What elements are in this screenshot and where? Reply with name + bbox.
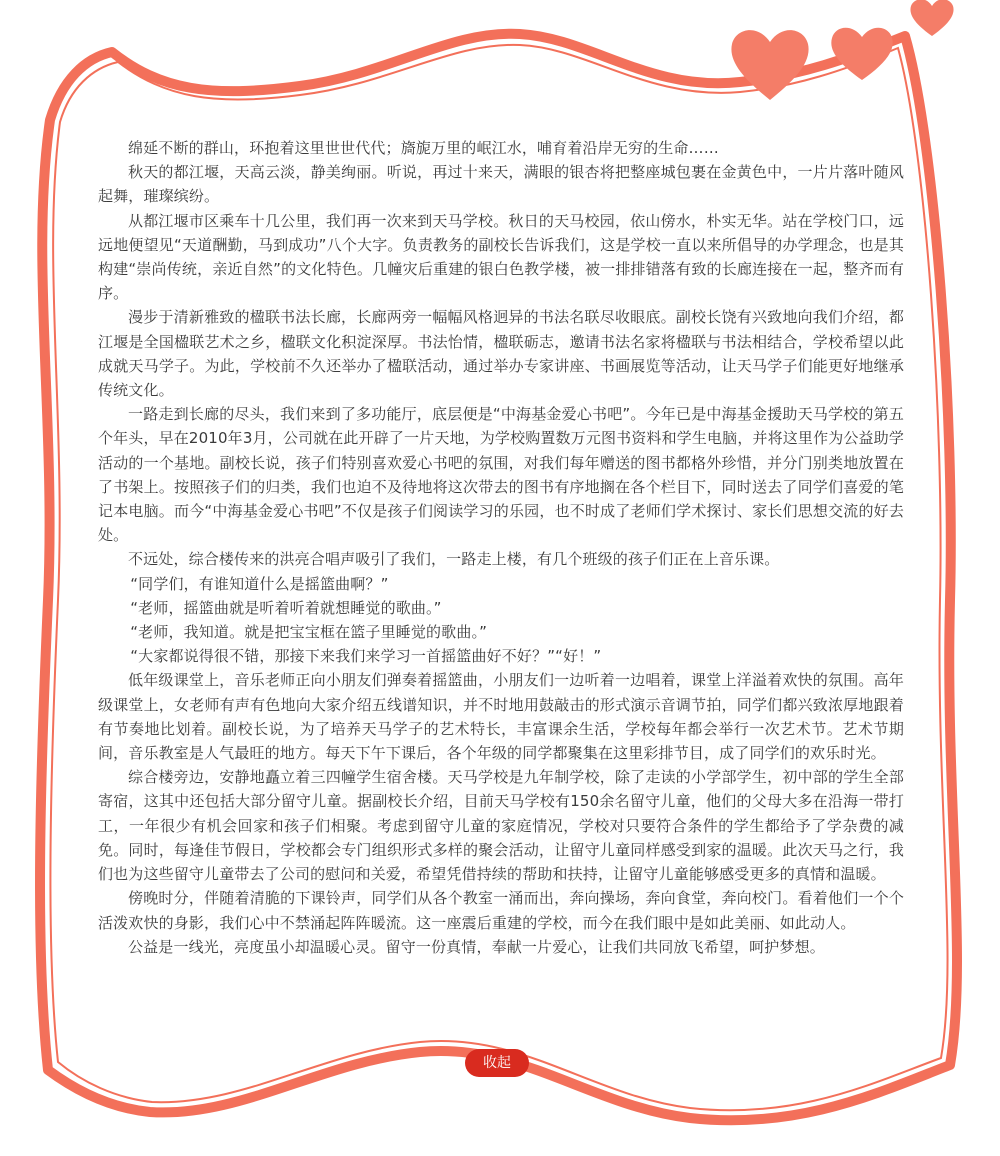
heart-icon [731,30,808,100]
paragraph: 综合楼旁边，安静地矗立着三四幢学生宿舍楼。天马学校是九年制学校，除了走读的小学部学生，初中部的学生全部寄宿，这其中还包括大部分留守儿童。据副校长介绍，目前天马学校有150余名留守儿童，他们的父母大多在沿海一带打工，一年很少有机会回家和孩子们相聚。考虑到留守儿童的家庭情况，学校对只要符合条件的学生都给予了学杂费的减免。同时，每逢佳节假日，学校都会专门组织形式多样的聚会活动，让留守儿童同样感受到家的温暖。此次天马之行，我们也为这些留守儿童带去了公司的慰问和关爱，希望凭借持续的帮助和扶持，让留守儿童能够感受更多的真情和温暖。 [98,768,904,884]
paragraph: 公益是一线光，亮度虽小却温暖心灵。留守一份真情，奉献一片爱心，让我们共同放飞希望，呵护梦想。 [128,937,825,956]
dialogue-line: “老师，摇篮曲就是听着听着就想睡觉的歌曲。” [130,598,442,617]
paragraph: 绵延不断的群山，环抱着这里世世代代；旖旎万里的岷江水，哺育着沿岸无穷的生命…… [128,139,719,157]
paragraph: 不远处，综合楼传来的洪亮合唱声吸引了我们，一路走上楼，有几个班级的孩子们正在上音乐课。 [128,550,780,569]
heart-icon [910,0,953,36]
paragraph: 低年级课堂上，音乐老师正向小朋友们弹奏着摇篮曲，小朋友们一边听着一边唱着，课堂上洋溢着欢快的氛围。高年级课堂上，女老师有声有色地向大家介绍五线谱知识，并不时地用鼓敲击的形式演示音调节拍，同学们都兴致浓厚地跟着有节奏地比划着。副校长说，为了培养天马学子的艺术特长，丰富课余生活，学校每年都会举行一次艺术节。艺术节期间，音乐教室是人气最旺的地方。每天下午下课后，各个年级的同学都聚集在这里彩排节目，成了同学们的欢乐时光。 [98,671,904,763]
paragraph: 漫步于清新雅致的楹联书法长廊，长廊两旁一幅幅风格迥异的书法名联尽收眼底。副校长饶有兴致地向我们介绍，都江堰是全国楹联艺术之乡，楹联文化积淀深厚。书法怡情，楹联砺志，邀请书法名家将楹联与书法相结合，学校希望以此成就天马学子。为此，学校前不久还举办了楹联活动，通过举办专家讲座、书画展览等活动，让天马学子们能更好地继承传统文化。 [98,308,904,400]
dialogue-line: “大家都说得很不错，那接下来我们来学习一首摇篮曲好不好？”“好！” [130,647,602,666]
dialogue-line: “同学们，有谁知道什么是摇篮曲啊？” [130,574,389,593]
paragraph: 傍晚时分，伴随着清脆的下课铃声，同学们从各个教室一涌而出，奔向操场，奔向食堂，奔向校门。看着他们一个个活泼欢快的身影，我们心中不禁涌起阵阵暖流。这一座震后重建的学校，而今在我们眼中是如此美丽、如此动人。 [98,889,904,932]
paragraph: 一路走到长廊的尽头，我们来到了多功能厅，底层便是“中海基金爱心书吧”。今年已是中海基金援助天马学校的第五个年头，早在2010年3月，公司就在此开辟了一片天地，为学校购置数万元图书资料和学生电脑，并将这里作为公益助学活动的一个基地。副校长说，孩子们特别喜欢爱心书吧的氛围，对我们每年赠送的图书都格外珍惜，并分门别类地放置在了书架上。按照孩子们的归类，我们也迫不及待地将这次带去的图书有序地搁在各个栏目下，同时送去了同学们喜爱的笔记本电脑。而今“中海基金爱心书吧”不仅是孩子们阅读学习的乐园，也不时成了老师们学术探讨、家长们思想交流的好去处。 [98,405,904,545]
heart-icon [831,28,892,80]
dialogue-line: “老师，我知道。就是把宝宝框在篮子里睡觉的歌曲。” [130,623,488,642]
collapse-button[interactable]: 收起 [465,1049,529,1077]
article-body [98,136,904,959]
paragraph: 秋天的都江堰，天高云淡，静美绚丽。听说，再过十来天，满眼的银杏将把整座城包裹在金黄色中，一片片落叶随风起舞，璀璨缤纷。 [98,163,904,206]
paragraph: 从都江堰市区乘车十几公里，我们再一次来到天马学校。秋日的天马校园，依山傍水，朴实无华。站在学校门口，远远地便望见“天道酬勤，马到成功”八个大字。负责教务的副校长告诉我们，这是学校一直以来所倡导的办学理念，也是其构建“崇尚传统，亲近自然”的文化特色。几幢灾后重建的银白色教学楼，被一排排错落有致的长廊连接在一起，整齐而有序。 [98,211,904,303]
